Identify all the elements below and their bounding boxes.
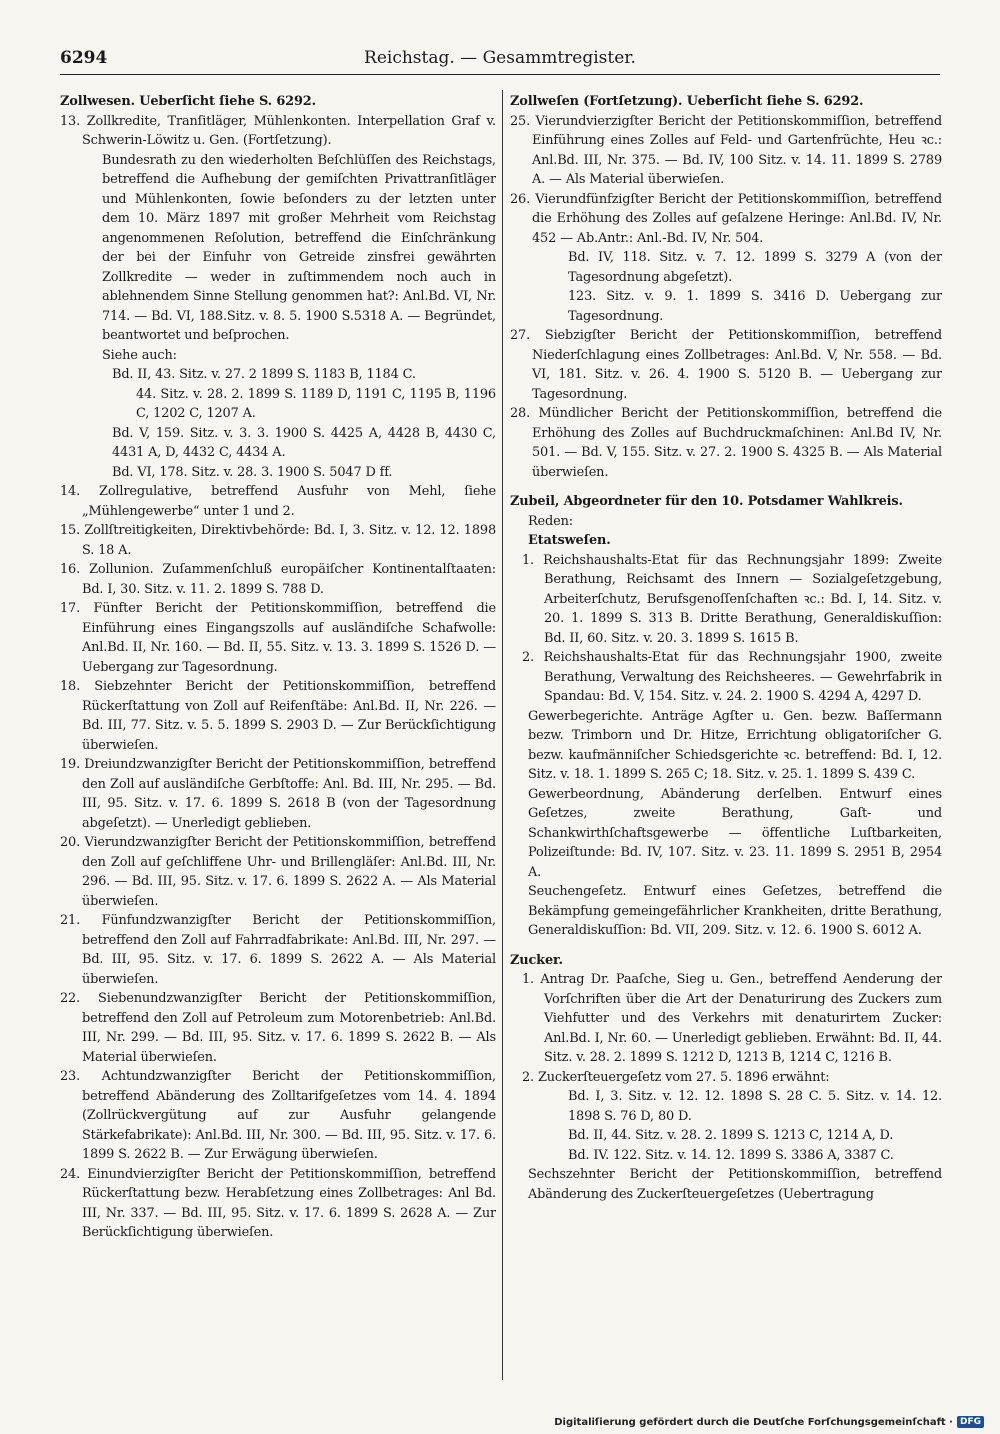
- register-entry: 27. Siebzigſter Bericht der Petitionskommiſſion, betreffend Niederſchlagung eines Zollbetrages: Anl.Bd. V, Nr. 558. — Bd. VI, 181. Sitz. v. 26. 4. 1900 S. 5120 B. — Uebergang zur Tagesordnung.: [510, 328, 942, 402]
- register-entry: 44. Sitz. v. 28. 2. 1899 S. 1189 D, 1191 C, 1195 B, 1196 C, 1202 C, 1207 A.: [136, 386, 496, 421]
- register-entry: 28. Mündlicher Bericht der Petitionskommiſſion, betreffend die Erhöhung des Zolles auf Buchdruckmaſchinen: Anl.Bd IV, Nr. 501. — Bd. V, 155. Sitz. v. 27. 2. 1900 S. 4325 B. — Als Material überwieſen.: [510, 406, 942, 480]
- register-entry: Bd. IV. 122. Sitz. v. 14. 12. 1899 S. 3386 A, 3387 C.: [568, 1147, 894, 1163]
- register-entry: 18. Siebzehnter Bericht der Petitionskommiſſion, betreffend Rückerſtattung von Zoll auf Reifenſtäbe: Anl.Bd. II, Nr. 226. — Bd. III, 77. Sitz. v. 5. 5. 1899 S. 2903 D. — Zur Berückſichtigung überwieſen.: [60, 679, 496, 753]
- page-number: 6294: [60, 48, 108, 68]
- register-entry: 13. Zollkredite, Tranſitläger, Mühlenkonten. Interpellation Graf v. Schwerin-Löwitz u. Gen. (Fortſetzung).: [60, 113, 496, 148]
- running-title: Reichstag. — Gesammtregister.: [364, 48, 636, 68]
- section-heading: Etatsweſen.: [528, 533, 611, 548]
- register-entry: 26. Vierundfünfzigſter Bericht der Petitionskommiſſion, betreffend die Erhöhung des Zolles auf geſalzene Heringe: Anl.Bd. IV, Nr. 452 — Ab.Antr.: Anl.-Bd. IV, Nr. 504.: [510, 191, 942, 246]
- register-entry: Gewerbegerichte. Anträge Agſter u. Gen. bezw. Baſſermann bezw. Trimborn und Dr. Hitze, Errichtung obligatoriſcher G. bezw. kaufmänniſcher Schiedsgerichte ꝛc. betreffend: Bd. I, 12. Sitz. v. 18. 1. 1899 S. 265 C; 18. Sitz. v. 25. 1. 1899 S. 439 C.: [528, 708, 942, 782]
- register-entry: 1. Reichshaushalts-Etat für das Rechnungsjahr 1899: Zweite Berathung, Reichsamt des Innern — Sozialgeſetzgebung, Arbeiterſchutz, Berufsgenoſſenſchaften ꝛc.: Bd. I, 14. Sitz. v. 20. 1. 1899 S. 313 B. Dritte Berathung, Generaldiskuſſion: Bd. II, 60. Sitz. v. 20. 3. 1899 S. 1615 B.: [522, 552, 942, 646]
- register-entry: Bd. IV, 118. Sitz. v. 7. 12. 1899 S. 3279 A (von der Tagesordnung abgeſetzt).: [568, 250, 942, 285]
- section-heading: Zubeil, Abgeordneter für den 10. Potsdamer Wahlkreis.: [510, 494, 903, 509]
- register-entry: Sechszehnter Bericht der Petitionskommiſſion, betreffend Abänderung des Zuckerſteuergeſetzes (Uebertragung: [528, 1167, 942, 1202]
- register-entry: 22. Siebenundzwanzigſter Bericht der Petitionskommiſſion, betreffend den Zoll auf Petroleum zum Motorenbetrieb: Anl.Bd. III, Nr. 299. — Bd. III, 95. Sitz. v. 17. 6. 1899 S. 2622 B. — Als Material überwieſen.: [60, 991, 496, 1065]
- register-entry: 14. Zollregulative, betreffend Ausfuhr von Mehl, ſiehe „Mühlengewerbe“ unter 1 und 2.: [60, 484, 496, 519]
- column-divider: [502, 90, 503, 1380]
- register-entry: 23. Achtundzwanzigſter Bericht der Petitionskommiſſion, betreffend Abänderung des Zolltarifgeſetzes vom 14. 4. 1894 (Zollrückvergütung auf zur Ausfuhr gelangende Stärkefabrikate): Anl.Bd. III, Nr. 300. — Bd. III, 95. Sitz. v. 17. 6. 1899 S. 2622 B. — Zur Erwägung überwieſen.: [60, 1069, 496, 1162]
- section-heading: Zollweſen (Fortſetzung). Ueberſicht ſiehe S. 6292.: [510, 94, 864, 109]
- register-entry: 16. Zollunion. Zuſammenſchluß europäiſcher Kontinentalſtaaten: Bd. I, 30. Sitz. v. 11. 2. 1899 S. 788 D.: [60, 562, 496, 597]
- register-entry: 123. Sitz. v. 9. 1. 1899 S. 3416 D. Uebergang zur Tagesordnung.: [568, 289, 942, 324]
- register-entry: Bd. II, 43. Sitz. v. 27. 2 1899 S. 1183 B, 1184 C.: [112, 367, 416, 382]
- register-entry: Bd. II, 44. Sitz. v. 28. 2. 1899 S. 1213 C, 1214 A, D.: [568, 1128, 894, 1143]
- register-entry: 25. Vierundvierzigſter Bericht der Petitionskommiſſion, betreffend Einführung eines Zolles auf Feld- und Gartenfrüchte, Heu ꝛc.: Anl.Bd. III, Nr. 375. — Bd. IV, 100 Sitz. v. 14. 11. 1899 S. 2789 A. — Als Material überwieſen.: [510, 113, 942, 187]
- register-entry: 19. Dreiundzwanzigſter Bericht der Petitionskommiſſion, betreffend den Zoll auf ausländiſche Gerbſtoffe: Anl. Bd. III, Nr. 295. — Bd. III, 95. Sitz. v. 17. 6. 1899 S. 2618 B (von der Tagesordnung abgeſetzt). — Unerledigt geblieben.: [60, 757, 496, 831]
- register-entry: Siehe auch:: [102, 347, 177, 363]
- left-column: [60, 92, 496, 1382]
- register-entry: 15. Zollſtreitigkeiten, Direktivbehörde: Bd. I, 3. Sitz. v. 12. 12. 1898 S. 18 A.: [60, 523, 496, 558]
- footer-credit: Digitaliſierung gefördert durch die Deutſche Forſchungsgemeinſchaft ·: [554, 1416, 953, 1428]
- dfg-logo-icon: DFG: [957, 1416, 984, 1428]
- section-heading: Zollwesen. Ueberſicht ſiehe S. 6292.: [60, 94, 316, 109]
- register-entry: Seuchengeſetz. Entwurf eines Geſetzes, betreffend die Bekämpfung gemeingefährlicher Krankheiten, dritte Berathung, Generaldiskuſſion: Bd. VII, 209. Sitz. v. 12. 6. 1900 S. 6012 A.: [528, 884, 942, 938]
- register-entry: Reden:: [528, 513, 573, 529]
- register-entry: 20. Vierundzwanzigſter Bericht der Petitionskommiſſion, betreffend den Zoll auf geſchliffene Uhr- und Brillengläſer: Anl.Bd. III, Nr. 296. — Bd. III, 95. Sitz. v. 17. 6. 1899 S. 2622 A. — Als Material überwieſen.: [60, 835, 496, 909]
- right-column: [510, 92, 942, 1382]
- footer: [554, 1416, 984, 1428]
- section-heading: Zucker.: [510, 952, 563, 968]
- register-entry: 2. Reichshaushalts-Etat für das Rechnungsjahr 1900, zweite Berathung, Verwaltung des Reichsheeres. — Gewehrfabrik in Spandau: Bd. V, 154. Sitz. v. 24. 2. 1900 S. 4294 A, 4297 D.: [522, 650, 942, 704]
- register-entry: 17. Fünfter Bericht der Petitionskommiſſion, betreffend die Einführung eines Eingangszolls auf ausländiſche Schafwolle: Anl.Bd. II, Nr. 160. — Bd. II, 55. Sitz. v. 13. 3. 1899 S. 1526 D. — Uebergang zur Tagesordnung.: [60, 601, 496, 675]
- spacer: [510, 482, 942, 492]
- register-entry: Bd. V, 159. Sitz. v. 3. 3. 1900 S. 4425 A, 4428 B, 4430 C, 4431 A, D, 4432 C, 4434 A.: [112, 425, 496, 460]
- register-entry: 21. Fünfundzwanzigſter Bericht der Petitionskommiſſion, betreffend den Zoll auf Fahrradfabrikate: Anl.Bd. III, Nr. 297. — Bd. III, 95. Sitz. v. 17. 6. 1899 S. 2622 A. — Als Material überwieſen.: [60, 913, 496, 987]
- register-entry: Bd. I, 3. Sitz. v. 12. 12. 1898 S. 28 C. 5. Sitz. v. 14. 12. 1898 S. 76 D, 80 D.: [568, 1089, 942, 1124]
- register-entry: 24. Einundvierzigſter Bericht der Petitionskommiſſion, betreffend Rückerſtattung bezw. Herabſetzung eines Zollbetrages: Anl Bd. III, Nr. 337. — Bd. III, 95. Sitz. v. 17. 6. 1899 S. 2628 A. — Zur Berückſichtigung überwieſen.: [60, 1166, 496, 1240]
- spacer: [510, 941, 942, 951]
- register-entry: Gewerbeordnung, Abänderung derſelben. Entwurf eines Geſetzes, zweite Berathung, Gaſt- und Schankwirthſchaftsgewerbe — öffentliche Luſtbarkeiten, Polizeiſtunde: Bd. IV, 107. Sitz. v. 23. 11. 1899 S. 2951 B, 2954 A.: [528, 786, 942, 880]
- register-entry: Bundesrath zu den wiederholten Beſchlüſſen des Reichstags, betreffend die Aufhebung der gemiſchten Privattranſitläger und Mühlenkonten, ſowie beſonders zu der letzten unter dem 10. März 1897 mit großer Mehrheit vom Reichstag angenommenen Reſolution, betreffend die Einſchränkung der bei der Einfuhr von Getreide zinsfrei gewährten Zollkredite — weder in zuſtimmendem noch auch in ablehnendem Sinne Stellung genommen hat?: Anl.Bd. VI, Nr. 714. — Bd. VI, 188.Sitz. v. 8. 5. 1900 S.5318 A. — Begründet, beantwortet und beſprochen.: [102, 152, 496, 343]
- register-entry: Bd. VI, 178. Sitz. v. 28. 3. 1900 S. 5047 D ff.: [112, 464, 393, 480]
- page-header: [60, 46, 940, 75]
- register-entry: 2. Zuckerſteuergeſetz vom 27. 5. 1896 erwähnt:: [522, 1069, 830, 1085]
- register-entry: 1. Antrag Dr. Paaſche, Sieg u. Gen., betreffend Aenderung der Vorſchriften über die Art der Denaturirung des Zuckers zum Viehfutter und des Verkehrs mit denaturirtem Zucker: Anl.Bd. I, Nr. 60. — Unerledigt geblieben. Erwähnt: Bd. II, 44. Sitz. v. 28. 2. 1899 S. 1212 D, 1213 B, 1214 C, 1216 B.: [522, 972, 942, 1065]
